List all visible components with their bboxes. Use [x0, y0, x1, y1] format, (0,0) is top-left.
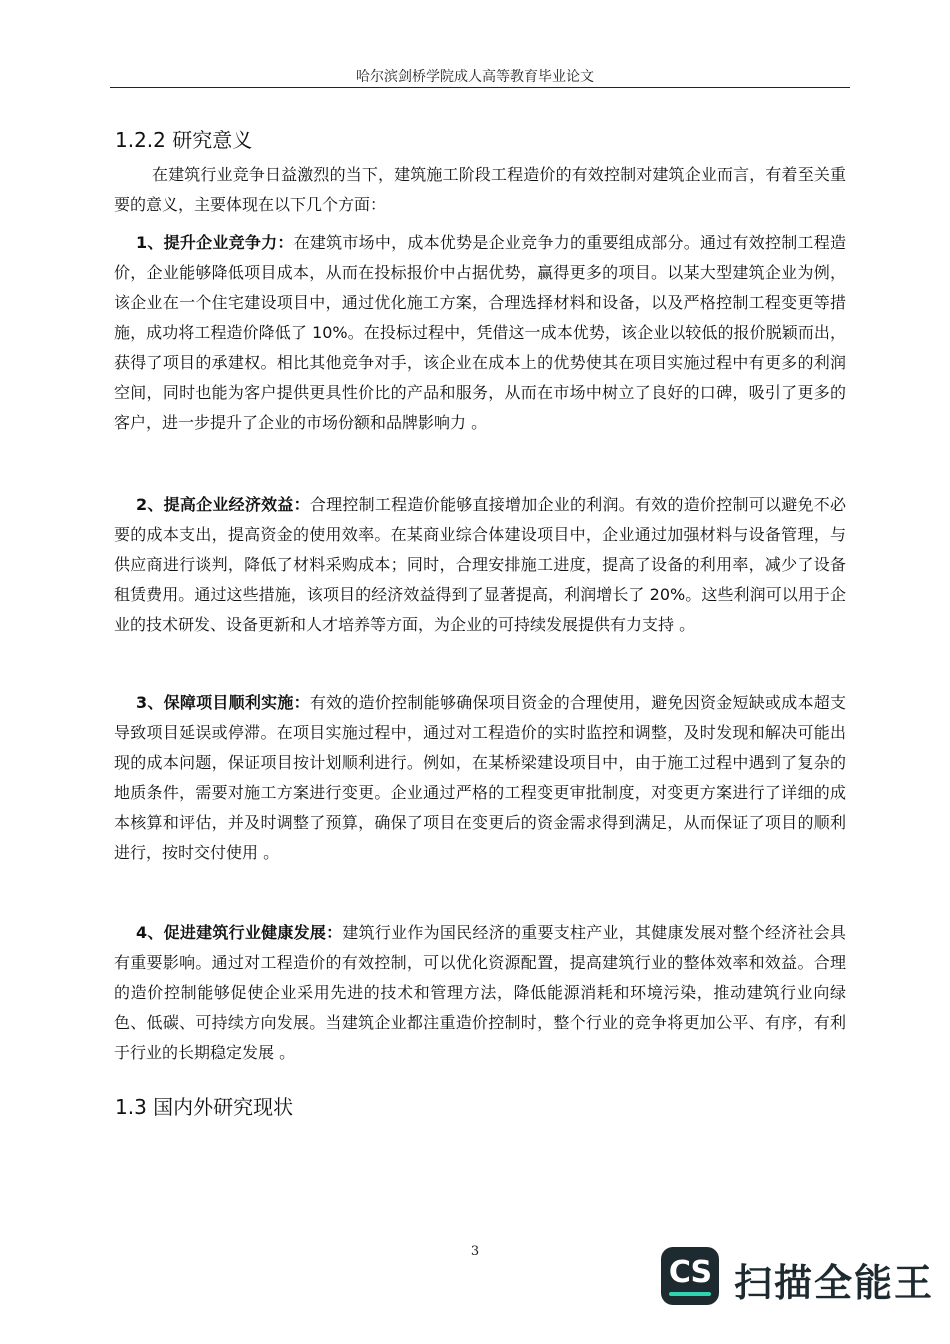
point-label: 2、提高企业经济效益： — [136, 495, 310, 514]
point-paragraph-4 — [114, 918, 846, 1068]
section-heading-1-2-2: 1.2.2 研究意义 — [115, 128, 253, 152]
section-heading-1-3: 1.3 国内外研究现状 — [115, 1095, 294, 1119]
point-paragraph-2 — [114, 490, 846, 640]
point-text: 在建筑市场中，成本优势是企业竞争力的重要组成部分。通过有效控制工程造价，企业能够降低项目成本，从而在投标报价中占据优势，赢得更多的项目。以某大型建筑企业为例，该企业在一个住宅建设项目中，通过优化施工方案，合理选择材料和设备，以及严格控制工程变更等措施，成功将工程造价降低了 10%。在投标过程中，凭借这一成本优势，该企业以较低的报价脱颖而出，获得了项目的承建权。相比其他竞争对手，该企业在成本上的优势使其在项目实施过程中有更多的利润空间，同时也能为客户提供更具性价比的产品和服务，从而在市场中树立了良好的口碑，吸引了更多的客户，进一步提升了企业的市场份额和品牌影响力 。 — [114, 233, 846, 432]
point-label: 3、保障项目顺利实施： — [136, 693, 310, 712]
page-number: 3 — [470, 1244, 480, 1259]
point-text: 建筑行业作为国民经济的重要支柱产业，其健康发展对整个经济社会具有重要影响。通过对工程造价的有效控制，可以优化资源配置，提高建筑行业的整体效率和效益。合理的造价控制能够促使企业采用先进的技术和管理方法，降低能源消耗和环境污染，推动建筑行业向绿色、低碳、可持续方向发展。当建筑企业都注重造价控制时，整个行业的竞争将更加公平、有序，有利于行业的长期稳定发展 。 — [114, 923, 846, 1062]
point-text: 有效的造价控制能够确保项目资金的合理使用，避免因资金短缺或成本超支导致项目延误或停滞。在项目实施过程中，通过对工程造价的实时监控和调整，及时发现和解决可能出现的成本问题，保证项目按计划顺利进行。例如，在某桥梁建设项目中，由于施工过程中遇到了复杂的地质条件，需要对施工方案进行变更。企业通过严格的工程变更审批制度，对变更方案进行了详细的成本核算和评估，并及时调整了预算，确保了项目在变更后的资金需求得到满足，从而保证了项目的顺利进行，按时交付使用 。 — [114, 693, 846, 862]
point-paragraph-3 — [114, 688, 846, 868]
point-label: 1、提升企业竞争力： — [136, 233, 294, 252]
camscanner-logo — [661, 1247, 719, 1305]
header-divider — [110, 87, 850, 88]
logo-accent-bar — [669, 1292, 711, 1296]
intro-paragraph: 在建筑行业竞争日益激烈的当下，建筑施工阶段工程造价的有效控制对建筑企业而言，有着至关重要的意义，主要体现在以下几个方面： — [114, 165, 846, 214]
point-label: 4、促进建筑行业健康发展： — [136, 923, 343, 942]
point-text: 合理控制工程造价能够直接增加企业的利润。有效的造价控制可以避免不必要的成本支出，提高资金的使用效率。在某商业综合体建设项目中，企业通过加强材料与设备管理，与供应商进行谈判，降低了材料采购成本；同时，合理安排施工进度，提高了设备的利用率，减少了设备租赁费用。通过这些措施，该项目的经济效益得到了显著提高，利润增长了 20%。这些利润可以用于企业的技术研发、设备更新和人才培养等方面，为企业的可持续发展提供有力支持 。 — [114, 495, 846, 634]
watermark-brand: 扫描全能王 — [734, 1261, 935, 1305]
logo-text: CS — [668, 1255, 712, 1290]
page-header: 哈尔滨剑桥学院成人高等教育毕业论文 — [356, 69, 594, 85]
point-paragraph-1 — [114, 228, 846, 438]
